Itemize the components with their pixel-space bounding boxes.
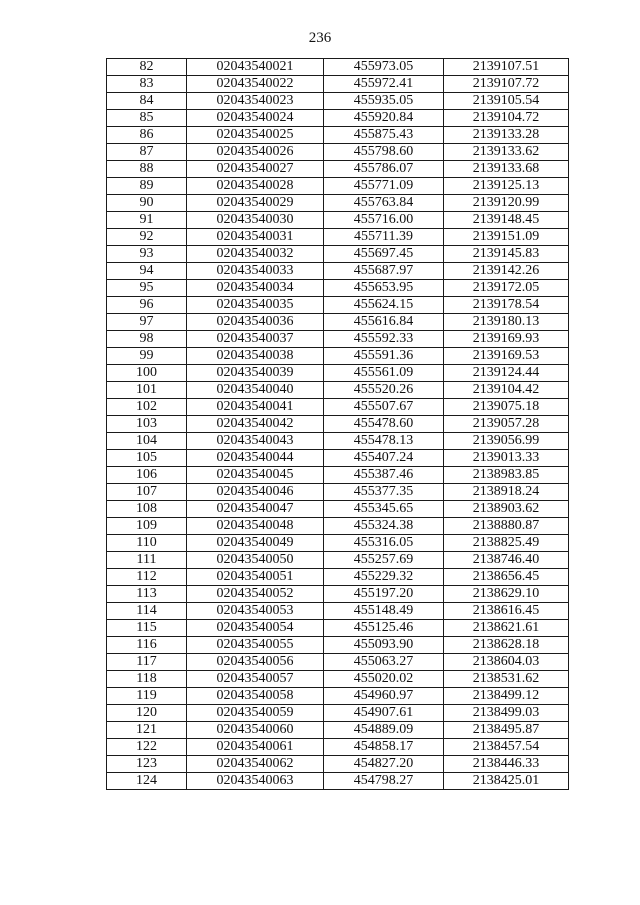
row-number-cell: 107 (107, 484, 187, 501)
table-row (107, 467, 569, 484)
parcel-id-cell: 02043540052 (187, 586, 324, 603)
parcel-id-cell: 02043540044 (187, 450, 324, 467)
table-row (107, 76, 569, 93)
row-number-cell: 101 (107, 382, 187, 399)
x-coordinate-cell: 455229.32 (324, 569, 444, 586)
parcel-id-cell: 02043540037 (187, 331, 324, 348)
parcel-id-cell: 02043540031 (187, 229, 324, 246)
row-number-cell: 106 (107, 467, 187, 484)
x-coordinate-cell: 455316.05 (324, 535, 444, 552)
row-number-cell: 98 (107, 331, 187, 348)
table-row (107, 331, 569, 348)
table-row (107, 688, 569, 705)
y-coordinate-cell: 2138825.49 (444, 535, 569, 552)
y-coordinate-cell: 2139142.26 (444, 263, 569, 280)
x-coordinate-cell: 455478.13 (324, 433, 444, 450)
row-number-cell: 120 (107, 705, 187, 722)
table-row (107, 314, 569, 331)
table-row (107, 569, 569, 586)
row-number-cell: 94 (107, 263, 187, 280)
y-coordinate-cell: 2139013.33 (444, 450, 569, 467)
y-coordinate-cell: 2139151.09 (444, 229, 569, 246)
row-number-cell: 99 (107, 348, 187, 365)
row-number-cell: 95 (107, 280, 187, 297)
row-number-cell: 86 (107, 127, 187, 144)
x-coordinate-cell: 455020.02 (324, 671, 444, 688)
parcel-id-cell: 02043540039 (187, 365, 324, 382)
y-coordinate-cell: 2139133.62 (444, 144, 569, 161)
y-coordinate-cell: 2138495.87 (444, 722, 569, 739)
row-number-cell: 92 (107, 229, 187, 246)
parcel-id-cell: 02043540056 (187, 654, 324, 671)
parcel-id-cell: 02043540050 (187, 552, 324, 569)
parcel-id-cell: 02043540049 (187, 535, 324, 552)
row-number-cell: 97 (107, 314, 187, 331)
parcel-id-cell: 02043540053 (187, 603, 324, 620)
row-number-cell: 104 (107, 433, 187, 450)
row-number-cell: 89 (107, 178, 187, 195)
y-coordinate-cell: 2138499.03 (444, 705, 569, 722)
row-number-cell: 111 (107, 552, 187, 569)
table-row (107, 620, 569, 637)
x-coordinate-cell: 455125.46 (324, 620, 444, 637)
y-coordinate-cell: 2139178.54 (444, 297, 569, 314)
parcel-id-cell: 02043540036 (187, 314, 324, 331)
y-coordinate-cell: 2139120.99 (444, 195, 569, 212)
row-number-cell: 87 (107, 144, 187, 161)
y-coordinate-cell: 2138616.45 (444, 603, 569, 620)
table-row (107, 212, 569, 229)
parcel-id-cell: 02043540024 (187, 110, 324, 127)
x-coordinate-cell: 455935.05 (324, 93, 444, 110)
y-coordinate-cell: 2138531.62 (444, 671, 569, 688)
table-row (107, 110, 569, 127)
y-coordinate-cell: 2138983.85 (444, 467, 569, 484)
table-row (107, 263, 569, 280)
table-row (107, 739, 569, 756)
x-coordinate-cell: 455591.36 (324, 348, 444, 365)
parcel-id-cell: 02043540032 (187, 246, 324, 263)
y-coordinate-cell: 2138457.54 (444, 739, 569, 756)
x-coordinate-cell: 455257.69 (324, 552, 444, 569)
y-coordinate-cell: 2138918.24 (444, 484, 569, 501)
x-coordinate-cell: 455616.84 (324, 314, 444, 331)
parcel-id-cell: 02043540051 (187, 569, 324, 586)
x-coordinate-cell: 455624.15 (324, 297, 444, 314)
y-coordinate-cell: 2139107.72 (444, 76, 569, 93)
table-row (107, 603, 569, 620)
table-row (107, 433, 569, 450)
row-number-cell: 110 (107, 535, 187, 552)
x-coordinate-cell: 455973.05 (324, 59, 444, 76)
x-coordinate-cell: 455786.07 (324, 161, 444, 178)
parcel-id-cell: 02043540045 (187, 467, 324, 484)
x-coordinate-cell: 455716.00 (324, 212, 444, 229)
parcel-id-cell: 02043540033 (187, 263, 324, 280)
parcel-id-cell: 02043540022 (187, 76, 324, 93)
x-coordinate-cell: 455345.65 (324, 501, 444, 518)
x-coordinate-cell: 454827.20 (324, 756, 444, 773)
table-row (107, 586, 569, 603)
x-coordinate-cell: 454960.97 (324, 688, 444, 705)
parcel-id-cell: 02043540030 (187, 212, 324, 229)
row-number-cell: 112 (107, 569, 187, 586)
table-row (107, 246, 569, 263)
y-coordinate-cell: 2138621.61 (444, 620, 569, 637)
parcel-id-cell: 02043540060 (187, 722, 324, 739)
y-coordinate-cell: 2139056.99 (444, 433, 569, 450)
y-coordinate-cell: 2138499.12 (444, 688, 569, 705)
row-number-cell: 114 (107, 603, 187, 620)
parcel-id-cell: 02043540023 (187, 93, 324, 110)
table-row (107, 195, 569, 212)
row-number-cell: 121 (107, 722, 187, 739)
parcel-id-cell: 02043540046 (187, 484, 324, 501)
parcel-id-cell: 02043540025 (187, 127, 324, 144)
table-row (107, 161, 569, 178)
parcel-id-cell: 02043540063 (187, 773, 324, 790)
y-coordinate-cell: 2138746.40 (444, 552, 569, 569)
table-row (107, 59, 569, 76)
y-coordinate-cell: 2139133.68 (444, 161, 569, 178)
table-row (107, 416, 569, 433)
x-coordinate-cell: 455324.38 (324, 518, 444, 535)
x-coordinate-cell: 455653.95 (324, 280, 444, 297)
parcel-id-cell: 02043540021 (187, 59, 324, 76)
parcel-id-cell: 02043540028 (187, 178, 324, 195)
row-number-cell: 108 (107, 501, 187, 518)
table-row (107, 144, 569, 161)
row-number-cell: 103 (107, 416, 187, 433)
parcel-id-cell: 02043540038 (187, 348, 324, 365)
table-row (107, 399, 569, 416)
table-row (107, 501, 569, 518)
table-row (107, 127, 569, 144)
x-coordinate-cell: 455377.35 (324, 484, 444, 501)
parcel-id-cell: 02043540047 (187, 501, 324, 518)
y-coordinate-cell: 2138903.62 (444, 501, 569, 518)
table-body (107, 59, 569, 790)
coordinates-table (106, 58, 569, 790)
table-row (107, 348, 569, 365)
row-number-cell: 122 (107, 739, 187, 756)
parcel-id-cell: 02043540061 (187, 739, 324, 756)
parcel-id-cell: 02043540058 (187, 688, 324, 705)
y-coordinate-cell: 2138628.18 (444, 637, 569, 654)
parcel-id-cell: 02043540035 (187, 297, 324, 314)
table-row (107, 229, 569, 246)
x-coordinate-cell: 455478.60 (324, 416, 444, 433)
table-row (107, 450, 569, 467)
parcel-id-cell: 02043540062 (187, 756, 324, 773)
x-coordinate-cell: 455407.24 (324, 450, 444, 467)
x-coordinate-cell: 455063.27 (324, 654, 444, 671)
y-coordinate-cell: 2139057.28 (444, 416, 569, 433)
row-number-cell: 116 (107, 637, 187, 654)
y-coordinate-cell: 2139105.54 (444, 93, 569, 110)
y-coordinate-cell: 2139125.13 (444, 178, 569, 195)
table-row (107, 722, 569, 739)
parcel-id-cell: 02043540057 (187, 671, 324, 688)
table-row (107, 280, 569, 297)
parcel-id-cell: 02043540034 (187, 280, 324, 297)
y-coordinate-cell: 2138446.33 (444, 756, 569, 773)
y-coordinate-cell: 2139124.44 (444, 365, 569, 382)
parcel-id-cell: 02043540048 (187, 518, 324, 535)
parcel-id-cell: 02043540029 (187, 195, 324, 212)
table-row (107, 756, 569, 773)
table-row (107, 178, 569, 195)
row-number-cell: 91 (107, 212, 187, 229)
table-row (107, 382, 569, 399)
y-coordinate-cell: 2139075.18 (444, 399, 569, 416)
row-number-cell: 96 (107, 297, 187, 314)
x-coordinate-cell: 455197.20 (324, 586, 444, 603)
parcel-id-cell: 02043540059 (187, 705, 324, 722)
table-row (107, 773, 569, 790)
x-coordinate-cell: 455687.97 (324, 263, 444, 280)
parcel-id-cell: 02043540026 (187, 144, 324, 161)
y-coordinate-cell: 2139169.93 (444, 331, 569, 348)
row-number-cell: 118 (107, 671, 187, 688)
x-coordinate-cell: 455561.09 (324, 365, 444, 382)
parcel-id-cell: 02043540055 (187, 637, 324, 654)
x-coordinate-cell: 455093.90 (324, 637, 444, 654)
y-coordinate-cell: 2138604.03 (444, 654, 569, 671)
row-number-cell: 117 (107, 654, 187, 671)
table-row (107, 671, 569, 688)
parcel-id-cell: 02043540041 (187, 399, 324, 416)
x-coordinate-cell: 455771.09 (324, 178, 444, 195)
x-coordinate-cell: 455875.43 (324, 127, 444, 144)
page-number: 236 (308, 30, 332, 46)
x-coordinate-cell: 454889.09 (324, 722, 444, 739)
y-coordinate-cell: 2139148.45 (444, 212, 569, 229)
x-coordinate-cell: 455697.45 (324, 246, 444, 263)
y-coordinate-cell: 2139180.13 (444, 314, 569, 331)
row-number-cell: 113 (107, 586, 187, 603)
parcel-id-cell: 02043540040 (187, 382, 324, 399)
y-coordinate-cell: 2139172.05 (444, 280, 569, 297)
row-number-cell: 124 (107, 773, 187, 790)
x-coordinate-cell: 454858.17 (324, 739, 444, 756)
x-coordinate-cell: 455920.84 (324, 110, 444, 127)
table-row (107, 93, 569, 110)
table-row (107, 484, 569, 501)
x-coordinate-cell: 455763.84 (324, 195, 444, 212)
y-coordinate-cell: 2139107.51 (444, 59, 569, 76)
y-coordinate-cell: 2139133.28 (444, 127, 569, 144)
y-coordinate-cell: 2139104.42 (444, 382, 569, 399)
row-number-cell: 123 (107, 756, 187, 773)
table-row (107, 297, 569, 314)
row-number-cell: 100 (107, 365, 187, 382)
table-row (107, 552, 569, 569)
row-number-cell: 93 (107, 246, 187, 263)
row-number-cell: 90 (107, 195, 187, 212)
table-row (107, 535, 569, 552)
y-coordinate-cell: 2139169.53 (444, 348, 569, 365)
parcel-id-cell: 02043540042 (187, 416, 324, 433)
parcel-id-cell: 02043540043 (187, 433, 324, 450)
row-number-cell: 85 (107, 110, 187, 127)
y-coordinate-cell: 2139145.83 (444, 246, 569, 263)
row-number-cell: 82 (107, 59, 187, 76)
table-row (107, 637, 569, 654)
y-coordinate-cell: 2138880.87 (444, 518, 569, 535)
x-coordinate-cell: 455520.26 (324, 382, 444, 399)
row-number-cell: 105 (107, 450, 187, 467)
y-coordinate-cell: 2138425.01 (444, 773, 569, 790)
row-number-cell: 119 (107, 688, 187, 705)
table-row (107, 365, 569, 382)
y-coordinate-cell: 2138656.45 (444, 569, 569, 586)
table-row (107, 705, 569, 722)
row-number-cell: 88 (107, 161, 187, 178)
parcel-id-cell: 02043540054 (187, 620, 324, 637)
table-row (107, 518, 569, 535)
x-coordinate-cell: 455387.46 (324, 467, 444, 484)
y-coordinate-cell: 2139104.72 (444, 110, 569, 127)
table-row (107, 654, 569, 671)
x-coordinate-cell: 455972.41 (324, 76, 444, 93)
x-coordinate-cell: 455148.49 (324, 603, 444, 620)
row-number-cell: 84 (107, 93, 187, 110)
row-number-cell: 115 (107, 620, 187, 637)
x-coordinate-cell: 455798.60 (324, 144, 444, 161)
x-coordinate-cell: 455507.67 (324, 399, 444, 416)
parcel-id-cell: 02043540027 (187, 161, 324, 178)
x-coordinate-cell: 455711.39 (324, 229, 444, 246)
row-number-cell: 83 (107, 76, 187, 93)
x-coordinate-cell: 454798.27 (324, 773, 444, 790)
row-number-cell: 109 (107, 518, 187, 535)
x-coordinate-cell: 454907.61 (324, 705, 444, 722)
x-coordinate-cell: 455592.33 (324, 331, 444, 348)
row-number-cell: 102 (107, 399, 187, 416)
y-coordinate-cell: 2138629.10 (444, 586, 569, 603)
